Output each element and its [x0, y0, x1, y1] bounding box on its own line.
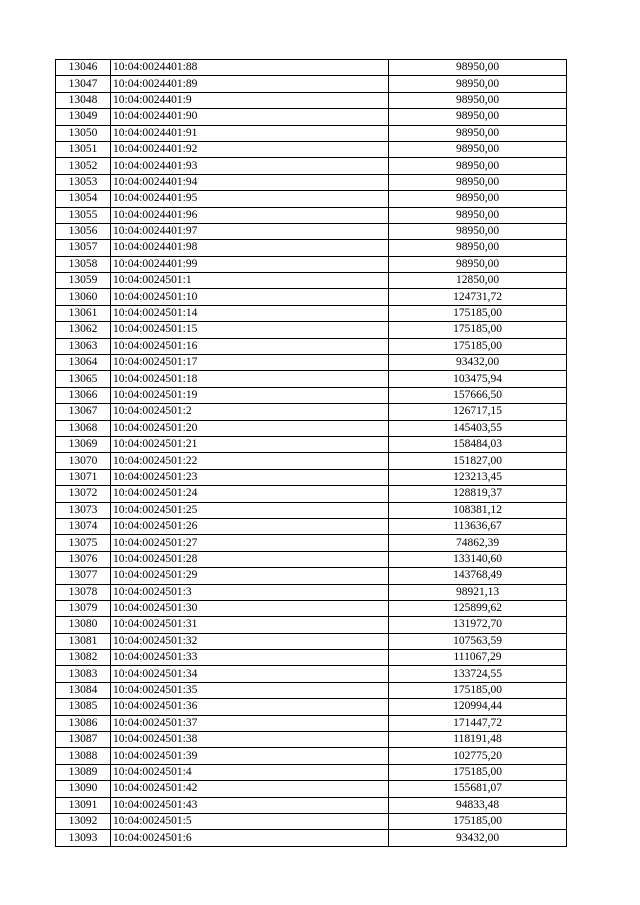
- row-number-cell: 13061: [56, 305, 111, 321]
- value-cell: 171447,72: [389, 715, 567, 731]
- value-cell: 175185,00: [389, 305, 567, 321]
- value-cell: 98950,00: [389, 60, 567, 76]
- cadastral-number-cell: 10:04:0024401:97: [111, 223, 389, 239]
- row-number-cell: 13058: [56, 256, 111, 272]
- value-cell: 102775,20: [389, 748, 567, 764]
- table-row: [56, 502, 567, 518]
- row-number-cell: 13077: [56, 568, 111, 584]
- table-row: [56, 469, 567, 485]
- value-cell: 93432,00: [389, 355, 567, 371]
- cadastral-number-cell: 10:04:0024501:23: [111, 469, 389, 485]
- value-cell: 98950,00: [389, 240, 567, 256]
- cadastral-number-cell: 10:04:0024501:27: [111, 535, 389, 551]
- value-cell: 158484,03: [389, 436, 567, 452]
- row-number-cell: 13084: [56, 682, 111, 698]
- table-row: [56, 125, 567, 141]
- table-row: [56, 748, 567, 764]
- row-number-cell: 13092: [56, 813, 111, 829]
- value-cell: 107563,59: [389, 633, 567, 649]
- table-row: [56, 60, 567, 76]
- value-cell: 145403,55: [389, 420, 567, 436]
- value-cell: 175185,00: [389, 764, 567, 780]
- value-cell: 126717,15: [389, 404, 567, 420]
- table-row: [56, 76, 567, 92]
- row-number-cell: 13062: [56, 322, 111, 338]
- row-number-cell: 13083: [56, 666, 111, 682]
- cadastral-number-cell: 10:04:0024401:99: [111, 256, 389, 272]
- table-row: [56, 256, 567, 272]
- table-row: [56, 486, 567, 502]
- table-row: [56, 404, 567, 420]
- cadastral-number-cell: 10:04:0024501:20: [111, 420, 389, 436]
- value-cell: 98950,00: [389, 207, 567, 223]
- value-cell: 98950,00: [389, 141, 567, 157]
- value-cell: 108381,12: [389, 502, 567, 518]
- cadastral-number-cell: 10:04:0024501:6: [111, 830, 389, 846]
- cadastral-number-cell: 10:04:0024501:28: [111, 551, 389, 567]
- value-cell: 98950,00: [389, 191, 567, 207]
- value-cell: 131972,70: [389, 617, 567, 633]
- row-number-cell: 13069: [56, 436, 111, 452]
- row-number-cell: 13073: [56, 502, 111, 518]
- value-cell: 123213,45: [389, 469, 567, 485]
- value-cell: 98950,00: [389, 223, 567, 239]
- value-cell: 98950,00: [389, 92, 567, 108]
- table-row: [56, 584, 567, 600]
- row-number-cell: 13068: [56, 420, 111, 436]
- cadastral-number-cell: 10:04:0024501:25: [111, 502, 389, 518]
- table-row: [56, 715, 567, 731]
- table-row: [56, 518, 567, 534]
- cadastral-number-cell: 10:04:0024501:3: [111, 584, 389, 600]
- row-number-cell: 13088: [56, 748, 111, 764]
- value-cell: 12850,00: [389, 273, 567, 289]
- table-row: [56, 666, 567, 682]
- row-number-cell: 13080: [56, 617, 111, 633]
- table-row: [56, 92, 567, 108]
- row-number-cell: 13085: [56, 699, 111, 715]
- value-cell: 120994,44: [389, 699, 567, 715]
- table-row: [56, 617, 567, 633]
- cadastral-number-cell: 10:04:0024501:18: [111, 371, 389, 387]
- row-number-cell: 13082: [56, 650, 111, 666]
- value-cell: 98950,00: [389, 109, 567, 125]
- table-row: [56, 453, 567, 469]
- cadastral-number-cell: 10:04:0024501:31: [111, 617, 389, 633]
- row-number-cell: 13087: [56, 732, 111, 748]
- cadastral-number-cell: 10:04:0024501:35: [111, 682, 389, 698]
- cadastral-number-cell: 10:04:0024501:21: [111, 436, 389, 452]
- cadastral-number-cell: 10:04:0024501:15: [111, 322, 389, 338]
- cadastral-number-cell: 10:04:0024501:42: [111, 781, 389, 797]
- row-number-cell: 13070: [56, 453, 111, 469]
- table-row: [56, 535, 567, 551]
- cadastral-number-cell: 10:04:0024401:94: [111, 174, 389, 190]
- row-number-cell: 13089: [56, 764, 111, 780]
- value-cell: 98950,00: [389, 125, 567, 141]
- value-cell: 175185,00: [389, 813, 567, 829]
- cadastral-number-cell: 10:04:0024501:14: [111, 305, 389, 321]
- row-number-cell: 13052: [56, 158, 111, 174]
- cadastral-number-cell: 10:04:0024501:29: [111, 568, 389, 584]
- cadastral-number-cell: 10:04:0024401:92: [111, 141, 389, 157]
- cadastral-number-cell: 10:04:0024401:91: [111, 125, 389, 141]
- value-cell: 98950,00: [389, 158, 567, 174]
- table-row: [56, 830, 567, 846]
- cadastral-number-cell: 10:04:0024501:33: [111, 650, 389, 666]
- table-row: [56, 141, 567, 157]
- row-number-cell: 13047: [56, 76, 111, 92]
- value-cell: 151827,00: [389, 453, 567, 469]
- value-cell: 118191,48: [389, 732, 567, 748]
- table-row: [56, 240, 567, 256]
- cadastral-number-cell: 10:04:0024501:36: [111, 699, 389, 715]
- cadastral-number-cell: 10:04:0024401:89: [111, 76, 389, 92]
- value-cell: 155681,07: [389, 781, 567, 797]
- table-row: [56, 797, 567, 813]
- row-number-cell: 13055: [56, 207, 111, 223]
- table-row: [56, 551, 567, 567]
- value-cell: 125899,62: [389, 600, 567, 616]
- row-number-cell: 13091: [56, 797, 111, 813]
- cadastral-number-cell: 10:04:0024501:4: [111, 764, 389, 780]
- value-cell: 98950,00: [389, 174, 567, 190]
- table-row: [56, 764, 567, 780]
- value-cell: 128819,37: [389, 486, 567, 502]
- row-number-cell: 13053: [56, 174, 111, 190]
- table-row: [56, 338, 567, 354]
- table-row: [56, 732, 567, 748]
- value-cell: 103475,94: [389, 371, 567, 387]
- value-cell: 94833,48: [389, 797, 567, 813]
- cadastral-number-cell: 10:04:0024501:16: [111, 338, 389, 354]
- cadastral-number-cell: 10:04:0024401:93: [111, 158, 389, 174]
- cadastral-number-cell: 10:04:0024501:19: [111, 387, 389, 403]
- row-number-cell: 13076: [56, 551, 111, 567]
- row-number-cell: 13067: [56, 404, 111, 420]
- row-number-cell: 13050: [56, 125, 111, 141]
- table-row: [56, 289, 567, 305]
- row-number-cell: 13048: [56, 92, 111, 108]
- cadastral-number-cell: 10:04:0024501:22: [111, 453, 389, 469]
- row-number-cell: 13093: [56, 830, 111, 846]
- value-cell: 124731,72: [389, 289, 567, 305]
- table-row: [56, 633, 567, 649]
- row-number-cell: 13090: [56, 781, 111, 797]
- value-cell: 98921,13: [389, 584, 567, 600]
- table-row: [56, 387, 567, 403]
- value-cell: 133140,60: [389, 551, 567, 567]
- value-cell: 175185,00: [389, 322, 567, 338]
- value-cell: 175185,00: [389, 338, 567, 354]
- cadastral-number-cell: 10:04:0024401:88: [111, 60, 389, 76]
- table-row: [56, 699, 567, 715]
- table-row: [56, 273, 567, 289]
- row-number-cell: 13063: [56, 338, 111, 354]
- value-cell: 93432,00: [389, 830, 567, 846]
- cadastral-number-cell: 10:04:0024501:38: [111, 732, 389, 748]
- table-row: [56, 650, 567, 666]
- cadastral-number-cell: 10:04:0024501:1: [111, 273, 389, 289]
- cadastral-number-cell: 10:04:0024501:26: [111, 518, 389, 534]
- value-cell: 175185,00: [389, 682, 567, 698]
- row-number-cell: 13056: [56, 223, 111, 239]
- row-number-cell: 13049: [56, 109, 111, 125]
- row-number-cell: 13078: [56, 584, 111, 600]
- table-row: [56, 223, 567, 239]
- value-cell: 98950,00: [389, 256, 567, 272]
- cadastral-number-cell: 10:04:0024501:34: [111, 666, 389, 682]
- value-cell: 113636,67: [389, 518, 567, 534]
- table-body: [56, 60, 567, 847]
- table-row: [56, 207, 567, 223]
- table-row: [56, 174, 567, 190]
- row-number-cell: 13081: [56, 633, 111, 649]
- table-row: [56, 420, 567, 436]
- row-number-cell: 13079: [56, 600, 111, 616]
- table-row: [56, 305, 567, 321]
- row-number-cell: 13071: [56, 469, 111, 485]
- cadastral-number-cell: 10:04:0024501:17: [111, 355, 389, 371]
- table-row: [56, 371, 567, 387]
- cadastral-number-cell: 10:04:0024501:39: [111, 748, 389, 764]
- table-row: [56, 813, 567, 829]
- table-row: [56, 682, 567, 698]
- row-number-cell: 13051: [56, 141, 111, 157]
- cadastral-number-cell: 10:04:0024401:9: [111, 92, 389, 108]
- table-row: [56, 568, 567, 584]
- cadastral-number-cell: 10:04:0024401:95: [111, 191, 389, 207]
- value-cell: 74862,39: [389, 535, 567, 551]
- table-row: [56, 158, 567, 174]
- row-number-cell: 13046: [56, 60, 111, 76]
- cadastral-number-cell: 10:04:0024401:98: [111, 240, 389, 256]
- value-cell: 133724,55: [389, 666, 567, 682]
- table-row: [56, 781, 567, 797]
- cadastral-number-cell: 10:04:0024501:43: [111, 797, 389, 813]
- row-number-cell: 13057: [56, 240, 111, 256]
- cadastral-number-cell: 10:04:0024401:90: [111, 109, 389, 125]
- cadastral-number-cell: 10:04:0024501:37: [111, 715, 389, 731]
- cadastral-number-cell: 10:04:0024501:32: [111, 633, 389, 649]
- row-number-cell: 13059: [56, 273, 111, 289]
- data-table: [55, 59, 567, 847]
- row-number-cell: 13054: [56, 191, 111, 207]
- value-cell: 157666,50: [389, 387, 567, 403]
- cadastral-number-cell: 10:04:0024501:10: [111, 289, 389, 305]
- row-number-cell: 13064: [56, 355, 111, 371]
- table-row: [56, 322, 567, 338]
- value-cell: 98950,00: [389, 76, 567, 92]
- value-cell: 111067,29: [389, 650, 567, 666]
- table-row: [56, 600, 567, 616]
- table-row: [56, 355, 567, 371]
- table-row: [56, 191, 567, 207]
- row-number-cell: 13060: [56, 289, 111, 305]
- table-row: [56, 109, 567, 125]
- row-number-cell: 13065: [56, 371, 111, 387]
- cadastral-number-cell: 10:04:0024501:24: [111, 486, 389, 502]
- row-number-cell: 13066: [56, 387, 111, 403]
- cadastral-number-cell: 10:04:0024501:30: [111, 600, 389, 616]
- value-cell: 143768,49: [389, 568, 567, 584]
- cadastral-number-cell: 10:04:0024401:96: [111, 207, 389, 223]
- cadastral-number-cell: 10:04:0024501:2: [111, 404, 389, 420]
- row-number-cell: 13072: [56, 486, 111, 502]
- row-number-cell: 13086: [56, 715, 111, 731]
- table-row: [56, 436, 567, 452]
- row-number-cell: 13074: [56, 518, 111, 534]
- row-number-cell: 13075: [56, 535, 111, 551]
- cadastral-number-cell: 10:04:0024501:5: [111, 813, 389, 829]
